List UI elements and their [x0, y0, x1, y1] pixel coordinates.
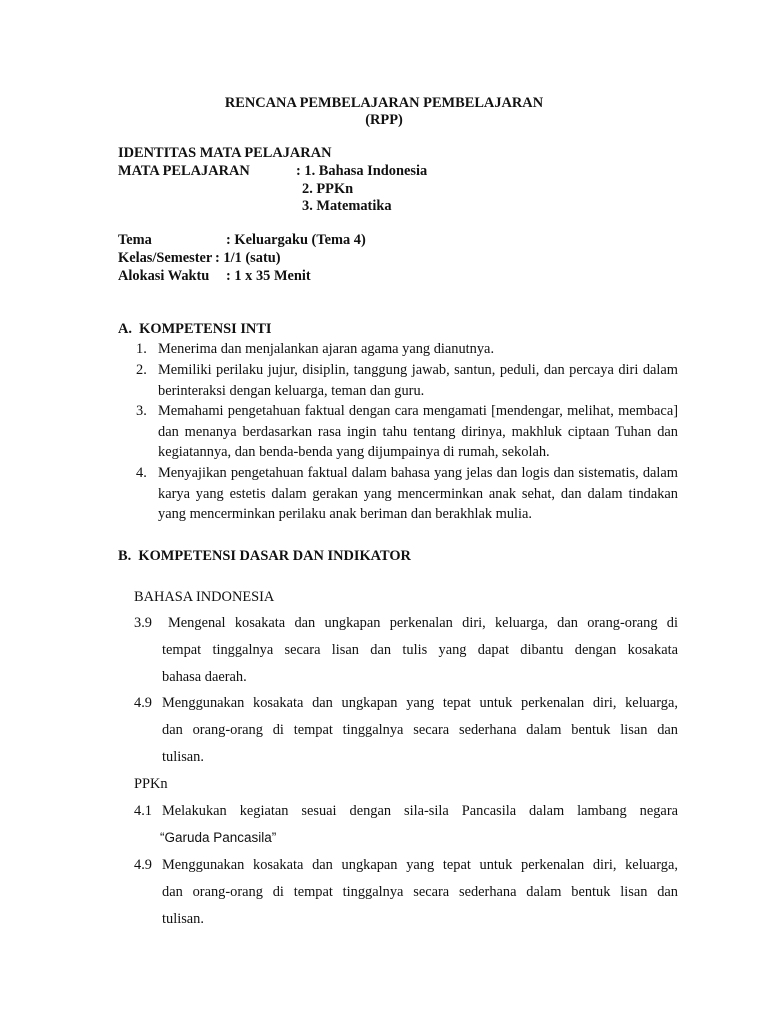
bahasa-heading: BAHASA INDONESIA	[134, 589, 275, 605]
kd-number: 4.9	[134, 857, 152, 873]
kd-text-line: Menggunakan kosakata dan ungkapan yang tepat untuk perkenalan diri, keluarga,	[162, 695, 678, 711]
time-label: Alokasi Waktu	[118, 268, 210, 284]
kd-text-line: tulisan.	[162, 749, 204, 765]
document-title: RENCANA PEMBELAJARAN PEMBELAJARAN	[224, 95, 544, 111]
kd-number: 4.9	[134, 695, 152, 711]
kd-text-line: bahasa daerah.	[162, 669, 247, 685]
list-item: Menerima dan menjalankan ajaran agama yang dianutnya.	[158, 341, 495, 357]
kd-text-line: dan orang-orang di tempat tinggalnya secara sederhana dalam bentuk lisan dan	[162, 722, 678, 738]
subject-label: MATA PELAJARAN	[118, 163, 250, 179]
kd-number: 3.9	[134, 615, 152, 631]
list-item: Memiliki perilaku jujur, disiplin, tanggung jawab, santun, peduli, dan percaya diri dalam berinteraksi dengan keluarga, teman dan guru.	[158, 362, 678, 399]
subject-item: : 1. Bahasa Indonesia	[296, 163, 428, 179]
kd-text-line: Melakukan kegiatan sesuai dengan sila-sila Pancasila dalam lambang negara	[162, 803, 678, 819]
list-item: Memahami pengetahuan faktual dengan cara mengamati [mendengar, melihat, membaca] dan menanya berdasarkan rasa ingin tahu tentang dirinya, makhluk ciptaan Tuhan dan kegiatannya, dan benda-benda yang dijumpainya di rumah, sekolah.	[158, 403, 678, 460]
ppkn-heading: PPKn	[134, 776, 168, 792]
theme-value: : Keluargaku (Tema 4)	[226, 232, 366, 248]
class-value: : 1/1 (satu)	[215, 250, 281, 266]
list-item: Menyajikan pengetahuan faktual dalam bahasa yang jelas dan logis dan sistematis, dalam karya yang estetis dalam gerakan yang mencerminkan anak sehat, dan dalam tindakan yang mencerminkan perilaku anak beriman dan berakhlak mulia.	[158, 465, 678, 522]
subject-item: 3. Matematika	[302, 198, 392, 214]
document-subtitle: (RPP)	[365, 112, 403, 128]
kd-text-line: tulisan.	[162, 911, 204, 927]
kd-text-line: dan orang-orang di tempat tinggalnya secara sederhana dalam bentuk lisan dan	[162, 884, 678, 900]
subject-item: 2. PPKn	[302, 181, 354, 197]
section-b-heading: B. KOMPETENSI DASAR DAN INDIKATOR	[118, 548, 411, 564]
list-item-number: 4.	[136, 465, 147, 481]
section-a-heading: A. KOMPETENSI INTI	[118, 321, 272, 337]
kd-text-line: “Garuda Pancasila”	[160, 830, 277, 845]
class-label: Kelas/Semester	[118, 250, 213, 266]
time-value: : 1 x 35 Menit	[226, 268, 311, 284]
kd-text-line: Menggunakan kosakata dan ungkapan yang tepat untuk perkenalan diri, keluarga,	[162, 857, 678, 873]
list-item-number: 3.	[136, 403, 147, 419]
kd-text-line: tempat tinggalnya secara lisan dan tulis yang dapat dibantu dengan kosakata	[162, 642, 678, 658]
kd-text-line: Mengenal kosakata dan ungkapan perkenalan diri, keluarga, dan orang-orang di	[168, 615, 678, 631]
theme-label: Tema	[118, 232, 152, 248]
list-item-number: 1.	[136, 341, 147, 357]
kd-number: 4.1	[134, 803, 152, 819]
list-item-number: 2.	[136, 362, 147, 378]
identity-heading: IDENTITAS MATA PELAJARAN	[118, 145, 332, 161]
